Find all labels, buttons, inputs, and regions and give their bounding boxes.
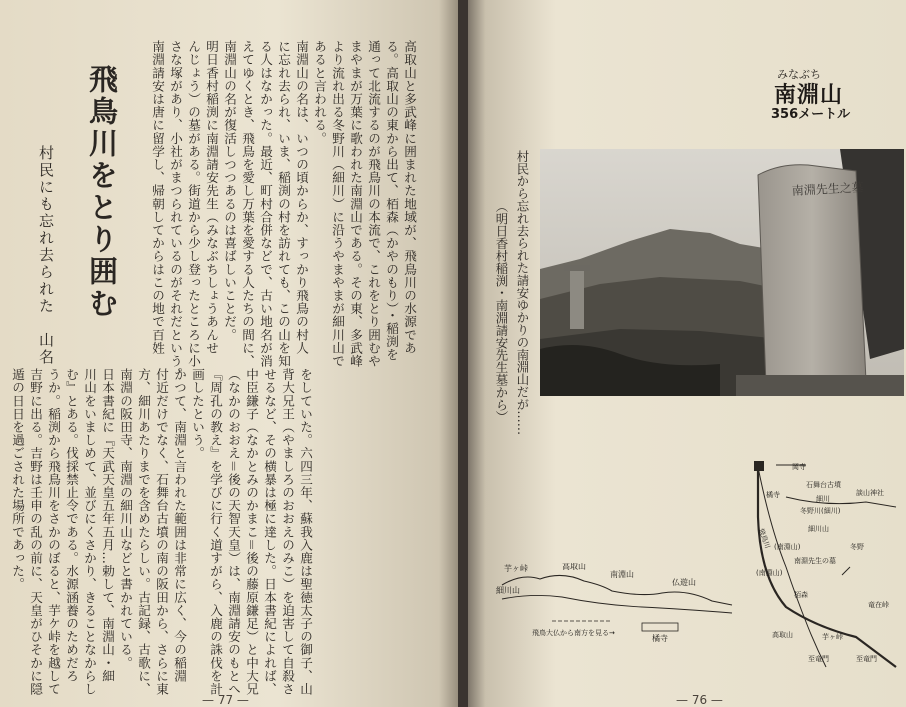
area-label-hosokawa-mt: 細川山 — [808, 525, 829, 533]
mountain-name: 南淵山 — [774, 83, 844, 108]
map-label-butsuyu: 仏遊山 — [672, 578, 696, 587]
area-label-minabuchi-1: (南淵山) — [774, 543, 801, 551]
map-label-hosokawa: 細川山 — [496, 586, 520, 595]
text-line: 遁の日日を過ごされた場所であった。 — [10, 368, 25, 591]
area-label-tanzan: 談山神社 — [856, 489, 884, 497]
photo-caption-sub: （明日香村稲渕・南淵請安先生墓から） — [494, 200, 509, 424]
mountain-height: 356メートル — [771, 107, 851, 122]
text-line: 中臣鎌子（なかとみのかまこ＝後の藤原鎌足）と中大兄 — [244, 368, 259, 696]
text-line: まやまが万葉に歌われた南淵山である。その東、多武峰 — [348, 40, 363, 368]
area-label-tachibana: 橘寺 — [766, 491, 780, 499]
map-label-tachibana: 橘寺 — [652, 634, 668, 643]
stone-inscription: 南淵先生之墓 — [791, 180, 865, 198]
body-text-upper — [148, 40, 418, 381]
page-number-right: — 76 — — [676, 693, 723, 707]
section-title: 飛鳥川をとり囲む — [85, 64, 119, 320]
text-line: せるなど、その横暴は極に達した。日本書紀によれば、 — [262, 368, 277, 696]
area-label-ryumon-1: 至竜門 — [808, 655, 829, 663]
area-label-minabuchi-2: (南淵山) — [756, 569, 783, 577]
area-label-shoan-grave: 南淵先生の墓 — [794, 557, 836, 565]
text-line: む』とある。伐採禁止令である。水源涵養のためだろ — [64, 368, 79, 683]
map-label-takatori: 高取山 — [562, 563, 586, 571]
text-line: 明日香村稲渕に南淵請安先生（みなぶちしょうあんせ — [204, 40, 219, 355]
text-line: うか。稲渕から飛鳥川をさかのぼると、芋ケ峠を越して — [46, 368, 61, 696]
text-line: 背大兄王（やましろのおおえのみこ）を迫害して自殺さ — [280, 368, 295, 696]
photo-illustration — [540, 149, 904, 396]
area-label-imogatoge: 芋ヶ峠 — [822, 633, 843, 641]
text-line: かつて、南淵と言われた範囲は非常に広く、今の稲淵 — [172, 368, 187, 683]
text-line: 南淵山の名が復活しつつあるのは喜ばしいことだ。 — [222, 40, 237, 342]
page-number-left: — 77 — — [202, 693, 249, 707]
text-line: 川山をいましめて、並びにくさかり、きることなからし — [82, 368, 97, 696]
area-label-ryuzai: 竜在峠 — [868, 601, 889, 609]
area-label-takatori: 高取山 — [772, 631, 793, 639]
text-line: る人はなかった。最近、町村合併などで、古い地名が消 — [258, 40, 273, 368]
text-line: 付近だけでなく、石舞台古墳の南の阪田から、さらに東 — [154, 368, 169, 696]
area-label-asuka-river: 飛鳥川 — [756, 527, 772, 550]
area-label-fuyuno-river: 冬野川(細川) — [800, 507, 841, 515]
text-line: さな塚があり、小社がまつられているのがそれだという。 — [168, 40, 183, 381]
text-line: んじょう）の墓がある。街道から少し登ったところに小 — [186, 40, 201, 368]
text-line: えてゆくとき、飛鳥を愛し万葉を愛する人たちの間に、 — [240, 40, 255, 368]
text-line: る。高取山の東から出て、栢森（かやのもり）・稲渕を — [384, 40, 399, 362]
text-line: 南淵山の名は、いつの頃からか、すっかり飛鳥の村人 — [294, 40, 309, 355]
text-line: 画したという。 — [190, 368, 205, 460]
area-label-okadera: 岡寺 — [792, 463, 806, 471]
panorama-map — [492, 563, 738, 645]
text-line: に忘れ去られ、いま、稲渕の村を訪れても、この山を知 — [276, 40, 291, 368]
text-line: 高取山と多武峰に囲まれた地域が、飛鳥川の水源であ — [402, 40, 417, 355]
map-label-minabuchi: 南淵山 — [610, 570, 634, 579]
text-line: 吉野に出る。吉野は壬申の乱の前に、天皇がひそかに隠 — [28, 368, 43, 696]
area-label-fuyuno: 冬野 — [850, 543, 864, 551]
text-line: 通って北流するのが飛鳥川の本流で、これをとり囲むや — [366, 40, 381, 368]
text-line: 方、細川あたりまでを含めたらしい。古記録、古歌に、 — [136, 368, 151, 696]
text-line: 南淵請安は唐に留学し、帰朝してからはこの地で百姓 — [150, 40, 165, 355]
photo-stone-monument — [540, 149, 904, 396]
map-label-view: 飛鳥大仏から南方を見る→ — [532, 629, 615, 637]
text-line: 日本書紀に『天武天皇五年五月…勅して、南淵山・細 — [100, 368, 115, 683]
photo-caption: 村民から忘れ去られた請安ゆかりの南淵山だが…… — [515, 150, 530, 436]
text-line: （なかのおおえ＝後の天智天皇）は、南淵請安のもとへ — [226, 368, 241, 696]
section-subtitle: 村民にも忘れ去られた 山名 — [37, 145, 55, 366]
text-line: をしていた。六四三年、蘇我入鹿は聖徳太子の御子、山 — [298, 368, 313, 696]
mountain-ruby: みなぶち — [777, 68, 821, 81]
area-label-kayanomori: 栢森 — [794, 591, 808, 599]
text-line: 『周孔の教え』を学びに行く道すがら、入鹿の誅伐を計 — [208, 368, 223, 696]
area-label-ryumon-2: 至竜門 — [856, 655, 877, 663]
text-line: 南淵の阪田寺、南淵の細川山などと書かれている。 — [118, 368, 133, 670]
text-line: より流れ出る冬野川（細川）に沿うやまやまが細川山で — [330, 40, 345, 368]
map-label-imogatoge: 芋ヶ峠 — [504, 564, 528, 573]
area-label-ishibutai: 石舞台古墳 — [806, 481, 841, 489]
text-line: あると言われる。 — [312, 40, 327, 145]
body-text-lower — [8, 368, 314, 696]
area-label-hosokawa-river: 細川 — [816, 495, 830, 503]
area-map — [746, 457, 902, 673]
